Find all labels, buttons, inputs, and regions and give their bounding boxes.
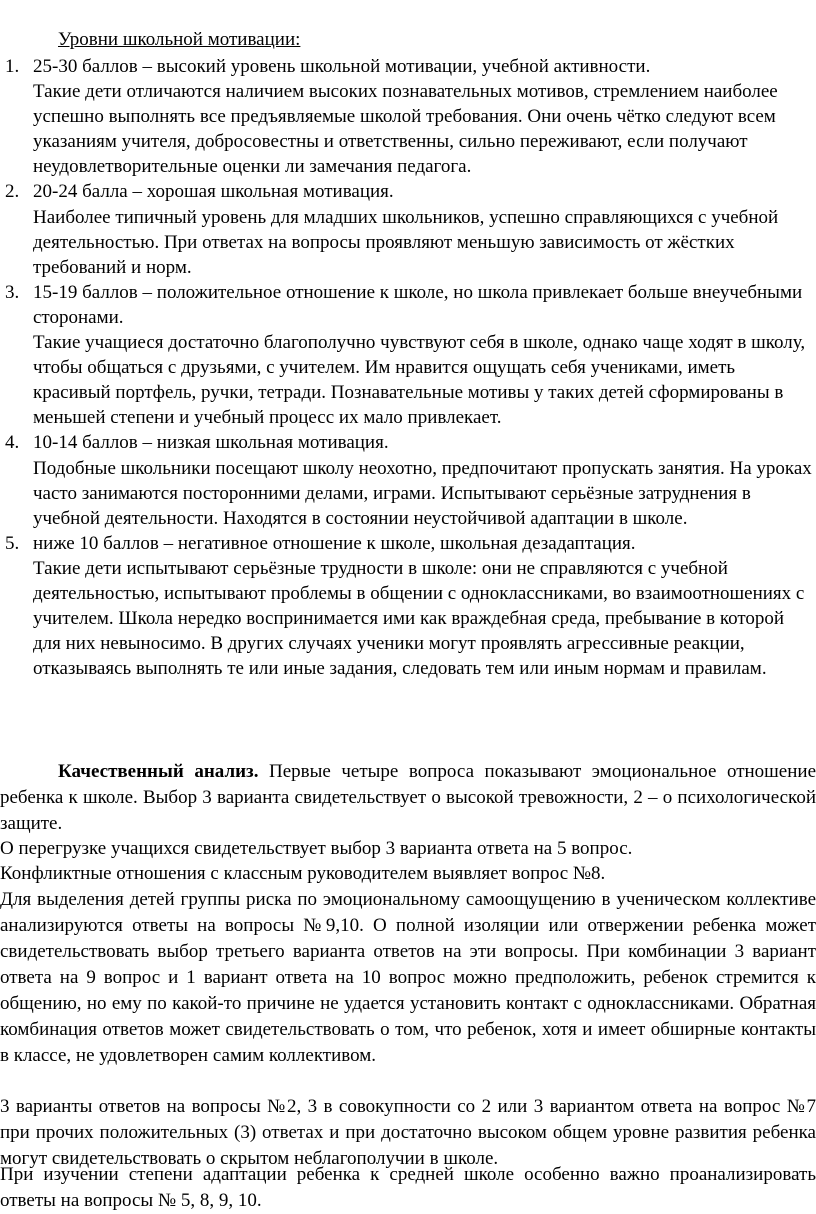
level-item-4 — [0, 430, 816, 530]
item-number: 1. — [5, 56, 20, 77]
conflict-paragraph: Конфликтные отношения с классным руководителем выявляет вопрос №8. — [0, 863, 606, 884]
item-number: 4. — [5, 432, 20, 454]
item-number: 2. — [5, 181, 20, 203]
analysis-label: Качественный анализ. — [58, 761, 259, 782]
analysis-text: Первые четыре вопроса показывают эмоциональное отношение ребенка к школе. Выбор 3 варианта свидетельствует о высокой тревожности, 2 – о психологической защите. — [0, 761, 816, 834]
item-number: 5. — [5, 532, 20, 554]
level-description: Такие учащиеся достаточно благополучно чувствуют себя в школе, однако чаще ходят в школу, чтобы общаться с друзьями, с учителем. Им нравится ощущать себя учениками, иметь красивый портфель, ручки, тетради. Познавательные мотивы у таких детей сформированы в меньшей степени и учебный процесс их мало привлекает. — [33, 332, 806, 429]
level-description: Такие дети отличаются наличием высоких познавательных мотивов, стремлением наиболее успешно выполнять все предъявляемые школой требования. Они очень чётко следуют всем указаниям учителя, добросовестны и ответственны, сильно переживают, если получают неудовлетворительные оценки ли замечания педагога. — [33, 81, 778, 178]
level-heading: 10-14 баллов – низкая школьная мотивация. — [33, 432, 389, 454]
level-description: Наиболее типичный уровень для младших школьников, успешно справляющихся с учебной деятельностью. При ответах на вопросы проявляют меньшую зависимость от жёстких требований и норм. — [33, 206, 779, 278]
motivation-levels-list — [0, 54, 816, 681]
analysis-paragraph — [0, 759, 816, 837]
level-heading: 25-30 баллов – высокий уровень школьной мотивации, учебной активности. — [33, 56, 651, 77]
risk-group-paragraph: Для выделения детей группы риска по эмоциональному самоощущению в ученическом коллективе анализируются ответы на вопросы №9,10. О полной изоляции или отвержении ребенка может свидетельствовать выбор третьего варианта ответов на эти вопросы. При комбинации 3 вариант ответа на 9 вопрос и 1 вариант ответа на 10 вопрос можно предположить, ребенок стремится к общению, но ему по какой-то причине не удается установить контакт с одноклассниками. Обратная комбинация ответов может свидетельствовать о том, что ребенок, хотя и имеет обширные контакты в классе, не удовлетворен самим коллективом. — [0, 889, 816, 1066]
level-item-1 — [0, 54, 816, 179]
level-heading: 20-24 балла – хорошая школьная мотивация. — [33, 181, 394, 203]
section-title: Уровни школьной мотивации: — [58, 29, 301, 50]
level-item-5 — [0, 531, 816, 682]
overload-paragraph: О перегрузке учащихся свидетельствует выбор 3 варианта ответа на 5 вопрос. — [0, 838, 633, 859]
item-number: 3. — [5, 281, 20, 303]
level-description: Такие дети испытывают серьёзные трудности в школе: они не справляются с учебной деятельностью, испытывают проблемы в общении с одноклассниками, во взаимоотношениях с учителем. Школа нередко воспринимается ими как враждебная среда, пребывание в которой для них невыносимо. В других случаях ученики могут проявлять агрессивные реакции, отказываясь выполнять те или иные задания, следовать тем или иным нормам и правилам. — [33, 557, 805, 680]
level-heading: 15-19 баллов – положительное отношение к школе, но школа привлекает больше внеучебными сторонами. — [33, 281, 803, 328]
level-item-2 — [0, 179, 816, 279]
adaptation-paragraph: При изучении степени адаптации ребенка к средней школе особенно важно проанализировать ответы на вопросы № 5, 8, 9, 10. — [0, 1164, 816, 1211]
level-heading: ниже 10 баллов – негативное отношение к школе, школьная дезадаптация. — [33, 532, 636, 554]
level-item-3 — [0, 280, 816, 431]
hidden-trouble-paragraph: 3 варианты ответов на вопросы №2, 3 в совокупности со 2 или 3 вариантом ответа на вопрос №7 при прочих положительных (3) ответах и при достаточно высоком общем уровне развития ребенка могут свидетельствовать о скрытом неблагополучии в школе. — [0, 1096, 816, 1169]
level-description: Подобные школьники посещают школу неохотно, предпочитают пропускать занятия. На уроках часто занимаются посторонними делами, играми. Испытывают серьёзные затруднения в учебной деятельности. Находятся в состоянии неустойчивой адаптации в школе. — [33, 457, 812, 529]
